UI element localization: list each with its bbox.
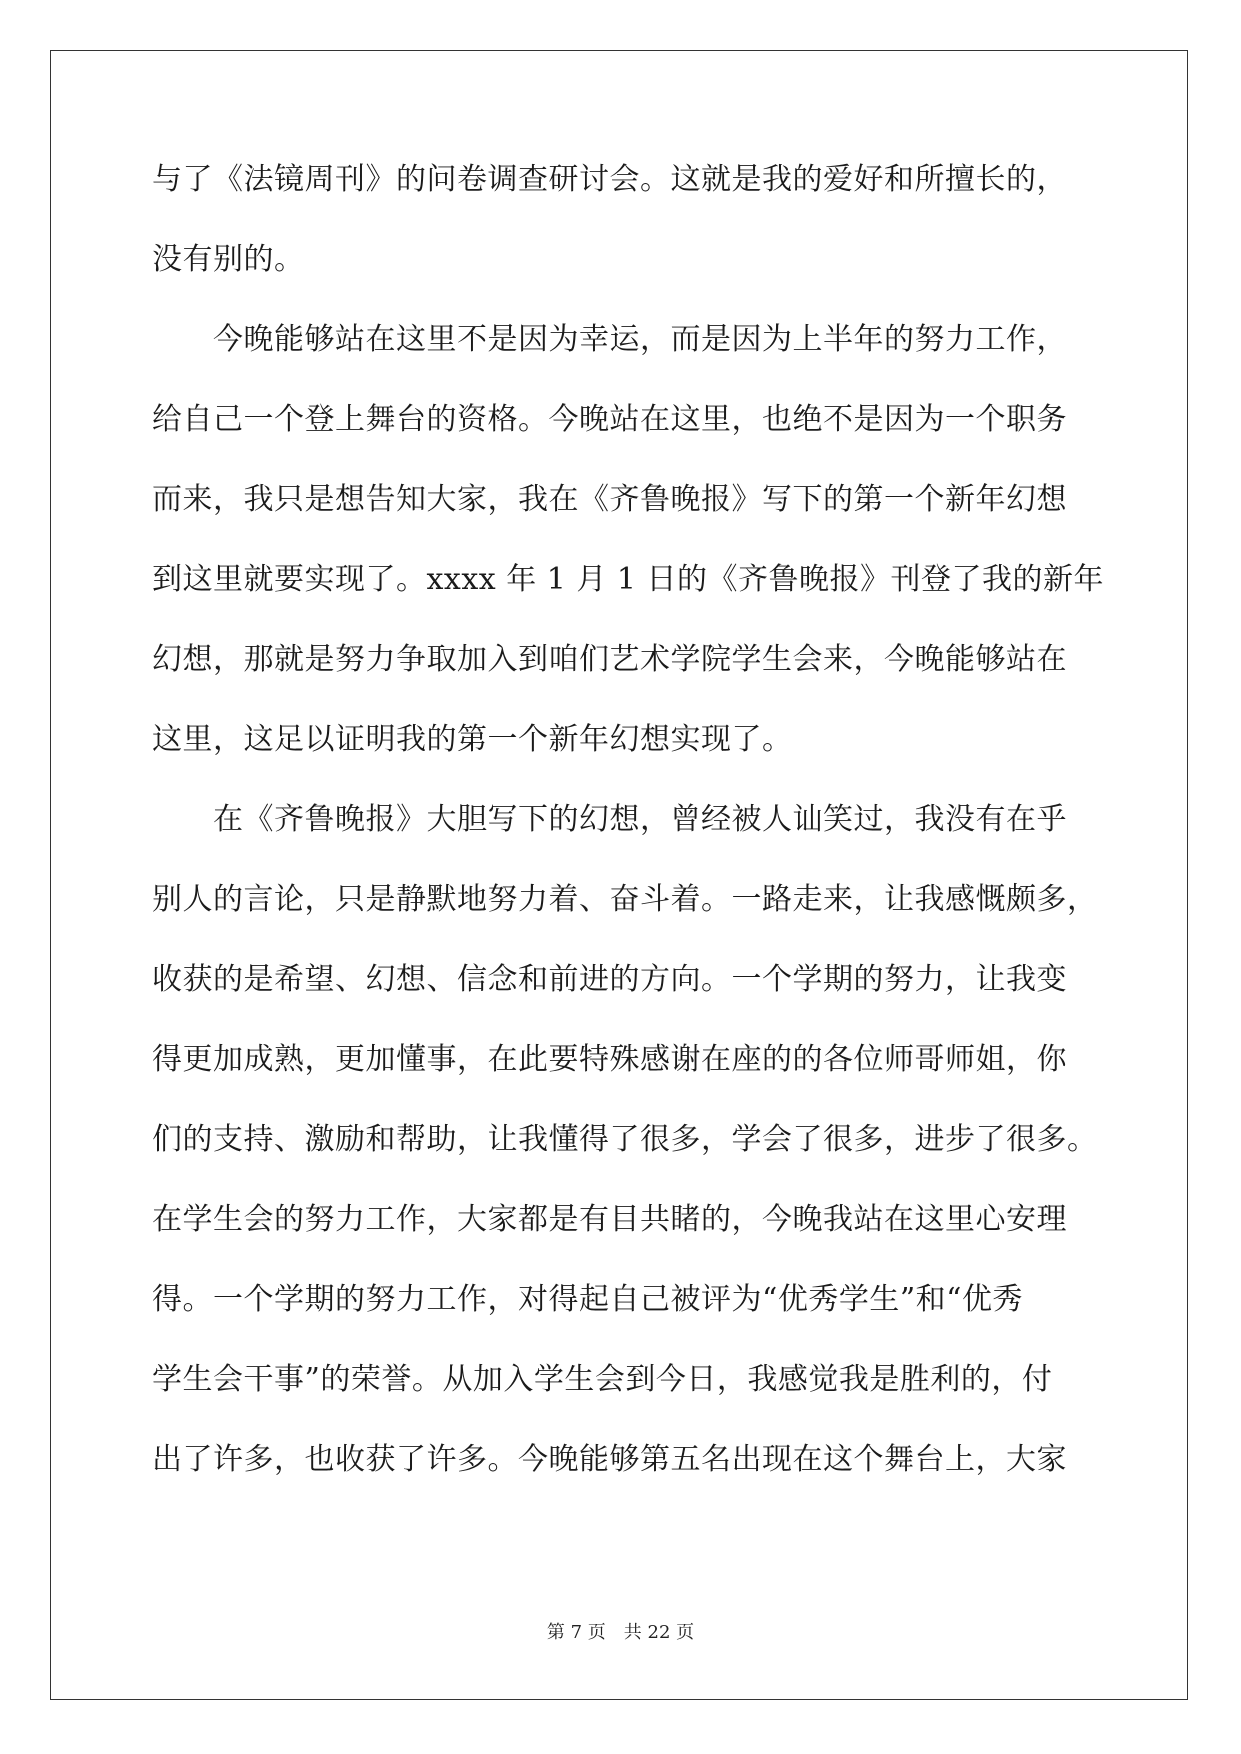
text-line: 幻想，那就是努力争取加入到咱们艺术学院学生会来，今晚能够站在 <box>152 642 1067 677</box>
text-line: 这里，这足以证明我的第一个新年幻想实现了。 <box>152 722 793 757</box>
text-line: 今晚能够站在这里不是因为幸运，而是因为上半年的努力工作， <box>152 322 1067 357</box>
text-line: 与了《法镜周刊》的问卷调查研讨会。这就是我的爱好和所擅长的， <box>152 162 1067 197</box>
text-line: 得。一个学期的努力工作，对得起自己被评为“优秀学生”和“优秀 <box>152 1282 1024 1317</box>
text-line: 到这里就要实现了。xxxx 年 1 月 1 日的《齐鲁晚报》刊登了我的新年 <box>152 562 1105 597</box>
text-line: 们的支持、激励和帮助，让我懂得了很多，学会了很多，进步了很多。 <box>152 1122 1098 1157</box>
text-line: 别人的言论，只是静默地努力着、奋斗着。一路走来，让我感慨颇多， <box>152 882 1098 917</box>
text-line: 在学生会的努力工作，大家都是有目共睹的，今晚我站在这里心安理 <box>152 1202 1067 1237</box>
text-line: 收获的是希望、幻想、信念和前进的方向。一个学期的努力，让我变 <box>152 962 1067 997</box>
text-line: 出了许多，也收获了许多。今晚能够第五名出现在这个舞台上，大家 <box>152 1442 1067 1477</box>
text-line: 而来，我只是想告知大家，我在《齐鲁晚报》写下的第一个新年幻想 <box>152 482 1067 517</box>
text-line: 学生会干事”的荣誉。从加入学生会到今日，我感觉我是胜利的，付 <box>152 1362 1053 1397</box>
text-line: 没有别的。 <box>152 242 305 277</box>
text-line: 得更加成熟，更加懂事，在此要特殊感谢在座的的各位师哥师姐，你 <box>152 1042 1067 1077</box>
document-body <box>152 162 1105 1522</box>
text-line: 在《齐鲁晚报》大胆写下的幻想，曾经被人讪笑过，我没有在乎 <box>152 802 1067 837</box>
text-line: 给自己一个登上舞台的资格。今晚站在这里，也绝不是因为一个职务 <box>152 402 1067 437</box>
page-number: 第 7 页 共 22 页 <box>546 1622 695 1643</box>
